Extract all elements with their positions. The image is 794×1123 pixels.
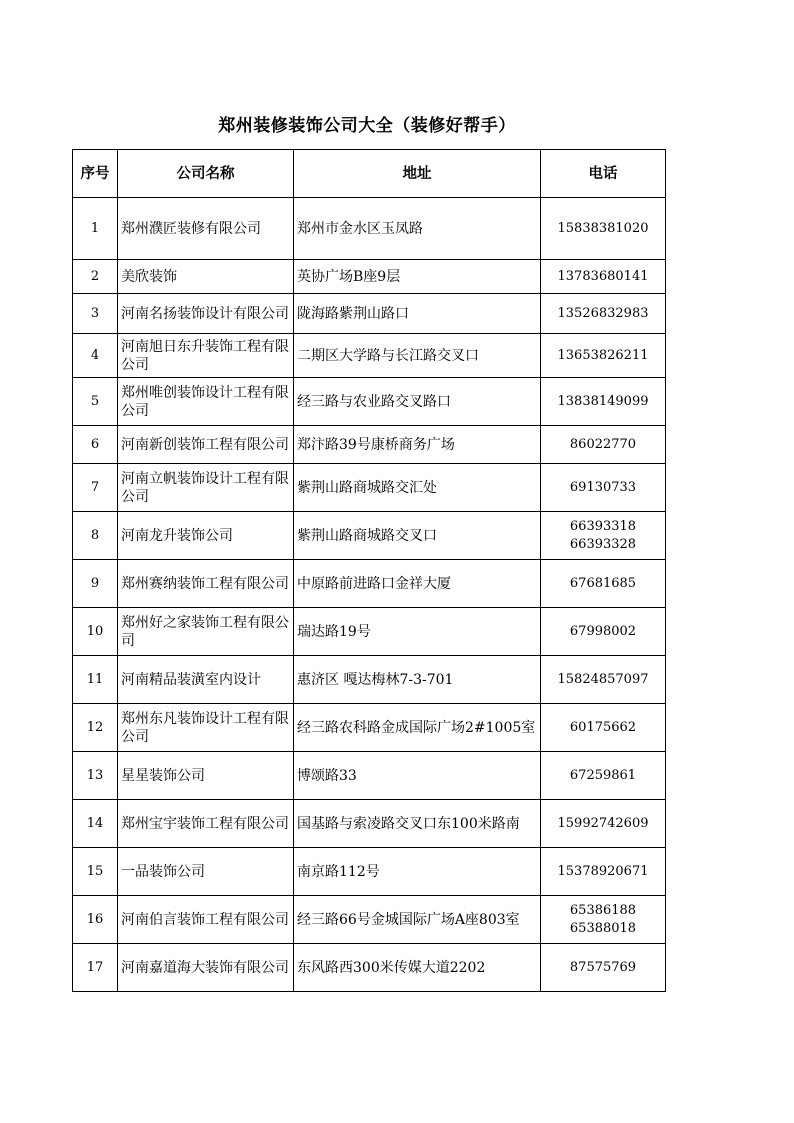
cell-no: 14 <box>73 800 118 848</box>
cell-address: 郑汴路39号康桥商务广场 <box>294 426 541 464</box>
phone-number: 65386188 <box>569 902 637 918</box>
phone-number: 69130733 <box>569 479 637 495</box>
table-row <box>73 512 666 560</box>
table-row <box>73 944 666 992</box>
cell-address: 陇海路紫荆山路口 <box>294 294 541 334</box>
cell-company-name: 河南新创装饰工程有限公司 <box>118 426 294 464</box>
cell-no: 3 <box>73 294 118 334</box>
phone-number: 13783680141 <box>557 268 649 284</box>
table-row <box>73 896 666 944</box>
cell-phone <box>541 704 666 752</box>
table-row <box>73 560 666 608</box>
cell-phone <box>541 752 666 800</box>
table-row <box>73 334 666 378</box>
cell-company-name: 河南嘉道海大装饰有限公司 <box>118 944 294 992</box>
cell-company-name: 河南伯言装饰工程有限公司 <box>118 896 294 944</box>
cell-company-name: 郑州宝宇装饰工程有限公司 <box>118 800 294 848</box>
cell-phone <box>541 464 666 512</box>
phone-number: 65388018 <box>569 920 637 936</box>
cell-phone <box>541 560 666 608</box>
cell-phone <box>541 334 666 378</box>
cell-no: 17 <box>73 944 118 992</box>
cell-company-name: 郑州赛纳装饰工程有限公司 <box>118 560 294 608</box>
cell-phone <box>541 426 666 464</box>
cell-no: 7 <box>73 464 118 512</box>
cell-no: 8 <box>73 512 118 560</box>
table-row <box>73 848 666 896</box>
table-row <box>73 608 666 656</box>
table-row <box>73 260 666 294</box>
cell-address: 博颂路33 <box>294 752 541 800</box>
table-row <box>73 800 666 848</box>
cell-no: 16 <box>73 896 118 944</box>
phone-number: 13653826211 <box>557 347 649 363</box>
header-company-name: 公司名称 <box>118 150 294 198</box>
table-row <box>73 752 666 800</box>
cell-address: 经三路与农业路交叉路口 <box>294 378 541 426</box>
phone-number: 15992742609 <box>557 815 649 831</box>
cell-address: 瑞达路19号 <box>294 608 541 656</box>
cell-company-name: 郑州好之家装饰工程有限公司 <box>118 608 294 656</box>
cell-phone <box>541 608 666 656</box>
header-address: 地址 <box>294 150 541 198</box>
cell-address: 紫荆山路商城路交叉口 <box>294 512 541 560</box>
table-row <box>73 464 666 512</box>
page-title: 郑州装修装饰公司大全（装修好帮手） <box>218 116 516 136</box>
phone-number: 15824857097 <box>557 671 649 687</box>
cell-company-name: 河南立帆装饰设计工程有限公司 <box>118 464 294 512</box>
cell-company-name: 河南龙升装饰公司 <box>118 512 294 560</box>
header-no: 序号 <box>73 150 118 198</box>
table-row <box>73 198 666 260</box>
cell-address: 国基路与索凌路交叉口东100米路南 <box>294 800 541 848</box>
phone-number: 15378920671 <box>557 863 649 879</box>
cell-company-name: 河南名扬装饰设计有限公司 <box>118 294 294 334</box>
cell-phone <box>541 800 666 848</box>
cell-phone <box>541 260 666 294</box>
table-row <box>73 378 666 426</box>
cell-address: 英协广场B座9层 <box>294 260 541 294</box>
phone-number: 67998002 <box>569 623 637 639</box>
phone-number: 13526832983 <box>557 305 649 321</box>
cell-company-name: 郑州濮匠装修有限公司 <box>118 198 294 260</box>
phone-number: 60175662 <box>569 719 637 735</box>
cell-address: 郑州市金水区玉凤路 <box>294 198 541 260</box>
cell-address: 惠济区 嘎达梅林7-3-701 <box>294 656 541 704</box>
cell-no: 15 <box>73 848 118 896</box>
table-row <box>73 704 666 752</box>
phone-number: 66393318 <box>569 518 637 534</box>
phone-number: 86022770 <box>569 436 637 452</box>
table-row <box>73 426 666 464</box>
cell-address: 二期区大学路与长江路交叉口 <box>294 334 541 378</box>
cell-company-name: 一品装饰公司 <box>118 848 294 896</box>
cell-no: 2 <box>73 260 118 294</box>
cell-no: 1 <box>73 198 118 260</box>
cell-company-name: 河南旭日东升装饰工程有限公司 <box>118 334 294 378</box>
table-row <box>73 294 666 334</box>
cell-no: 10 <box>73 608 118 656</box>
cell-no: 11 <box>73 656 118 704</box>
cell-no: 12 <box>73 704 118 752</box>
phone-number: 66393328 <box>569 536 637 552</box>
cell-company-name: 美欣装饰 <box>118 260 294 294</box>
cell-company-name: 郑州东凡装饰设计工程有限公司 <box>118 704 294 752</box>
phone-number: 87575769 <box>569 959 637 975</box>
cell-phone <box>541 294 666 334</box>
phone-number: 13838149099 <box>557 393 649 409</box>
cell-company-name: 星星装饰公司 <box>118 752 294 800</box>
cell-phone <box>541 198 666 260</box>
cell-phone <box>541 512 666 560</box>
cell-address: 中原路前进路口金祥大厦 <box>294 560 541 608</box>
phone-number: 15838381020 <box>557 220 649 236</box>
cell-no: 9 <box>73 560 118 608</box>
cell-no: 13 <box>73 752 118 800</box>
cell-address: 紫荆山路商城路交汇处 <box>294 464 541 512</box>
cell-phone <box>541 656 666 704</box>
phone-number: 67259861 <box>569 767 637 783</box>
cell-address: 经三路66号金城国际广场A座803室 <box>294 896 541 944</box>
cell-no: 5 <box>73 378 118 426</box>
cell-phone <box>541 848 666 896</box>
cell-address: 南京路112号 <box>294 848 541 896</box>
table-row <box>73 656 666 704</box>
cell-phone <box>541 378 666 426</box>
company-table <box>72 149 666 992</box>
table-body <box>73 198 666 992</box>
cell-phone <box>541 944 666 992</box>
header-phone: 电话 <box>541 150 666 198</box>
cell-phone <box>541 896 666 944</box>
cell-no: 4 <box>73 334 118 378</box>
cell-no: 6 <box>73 426 118 464</box>
cell-address: 东风路西300米传媒大道2202 <box>294 944 541 992</box>
phone-number: 67681685 <box>569 575 637 591</box>
cell-company-name: 河南精品装潢室内设计 <box>118 656 294 704</box>
cell-address: 经三路农科路金成国际广场2#1005室 <box>294 704 541 752</box>
cell-company-name: 郑州唯创装饰设计工程有限公司 <box>118 378 294 426</box>
